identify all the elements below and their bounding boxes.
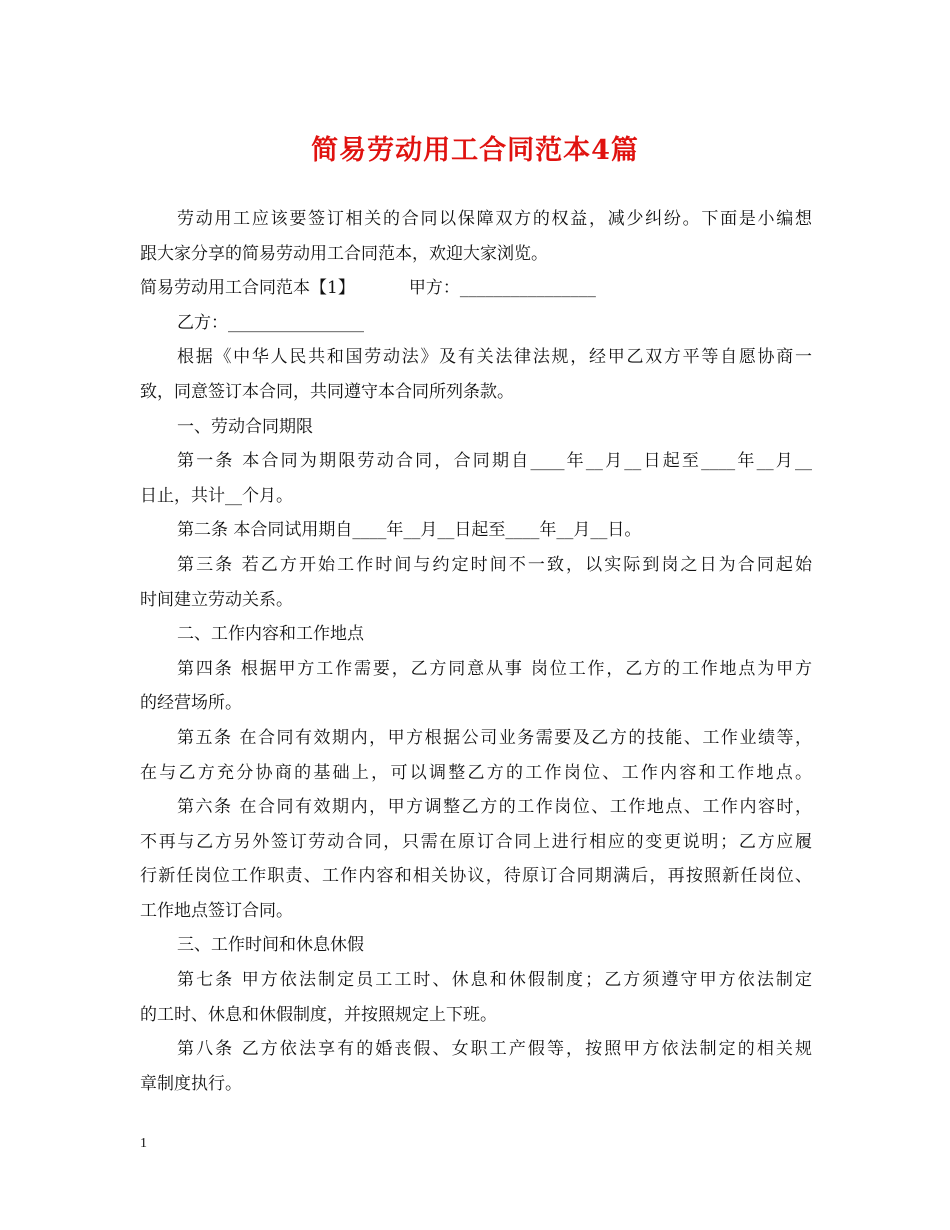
document-title: 简易劳动用工合同范本4篇 [311, 135, 639, 166]
line-text: 第六条 在合同有效期内，甲方调整乙方的工作岗位、工作地点、工作内容时， [177, 797, 812, 818]
line-text: 乙方：________________ [177, 312, 364, 333]
party-a-field: 甲方：________________ [408, 278, 596, 299]
text-line [140, 790, 812, 825]
text-line [140, 963, 812, 998]
text-line [140, 617, 812, 652]
line-text: 致，同意签订本合同，共同遵守本合同所列条款。 [140, 381, 514, 402]
text-line [140, 721, 812, 756]
line-text: 根据《中华人民共和国劳动法》及有关法律法规，经甲乙双方平等自愿协商一 [177, 347, 812, 368]
text-line [140, 928, 812, 963]
text-line [140, 825, 812, 860]
line-text: 第三条 若乙方开始工作时间与约定时间不一致，以实际到岗之日为合同起始 [177, 554, 812, 575]
page-number: 1 [140, 1136, 147, 1151]
text-line [140, 513, 812, 548]
text-line [140, 479, 812, 514]
line-text: 时间建立劳动关系。 [140, 589, 293, 610]
line-text: 在与乙方充分协商的基础上，可以调整乙方的工作岗位、工作内容和工作地点。 [140, 762, 812, 783]
line-text: 二、工作内容和工作地点 [177, 624, 364, 645]
line-text: 工作地点签订合同。 [140, 900, 293, 921]
text-line [140, 306, 812, 341]
line-text: 不再与乙方另外签订劳动合同，只需在原订合同上进行相应的变更说明；乙方应履 [140, 831, 812, 852]
line-text: 劳动用工应该要签订相关的合同以保障双方的权益，减少纠纷。下面是小编想 [177, 209, 812, 229]
text-line [140, 652, 812, 687]
text-line [140, 1032, 812, 1067]
line-text: 日止，共计__个月。 [140, 485, 293, 506]
line-text: 的工时、休息和休假制度，并按照规定上下班。 [140, 1004, 497, 1025]
text-line [140, 237, 812, 272]
line-text: 第二条 本合同试用期自____年__月__日起至____年__月__日。 [177, 520, 642, 541]
text-line [140, 202, 812, 237]
text-line [140, 375, 812, 410]
text-line [140, 998, 812, 1033]
text-line [140, 444, 812, 479]
text-line [140, 548, 812, 583]
line-text: 简易劳动用工合同范本【1】 [140, 278, 355, 299]
line-text: 第五条 在合同有效期内，甲方根据公司业务需要及乙方的技能、工作业绩等， [177, 727, 812, 748]
text-line [140, 1067, 812, 1102]
line-text: 行新任岗位工作职责、工作内容和相关协议，待原订合同期满后，再按照新任岗位、 [140, 866, 812, 887]
line-text: 第一条 本合同为期限劳动合同，合同期自____年__月__日起至____年__月__ [177, 451, 812, 472]
line-text: 第七条 甲方依法制定员工工时、休息和休假制度；乙方须遵守甲方依法制定 [177, 970, 812, 991]
line-text: 第四条 根据甲方工作需要，乙方同意从事 岗位工作，乙方的工作地点为甲方 [177, 658, 812, 679]
line-text: 的经营场所。 [140, 693, 242, 714]
text-line [140, 583, 812, 618]
text-line [140, 859, 812, 894]
line-text: 三、工作时间和休息休假 [177, 935, 364, 956]
text-line [140, 340, 812, 375]
document-body [140, 202, 812, 1101]
text-line [140, 894, 812, 929]
line-text: 一、劳动合同期限 [177, 416, 313, 437]
text-line [140, 410, 812, 445]
text-line [140, 686, 812, 721]
line-text: 章制度执行。 [140, 1073, 242, 1094]
line-text: 跟大家分享的简易劳动用工合同范本，欢迎大家浏览。 [140, 243, 548, 264]
text-line [140, 271, 812, 306]
line-text: 第八条 乙方依法享有的婚丧假、女职工产假等，按照甲方依法制定的相关规 [177, 1039, 812, 1060]
text-line [140, 756, 812, 791]
